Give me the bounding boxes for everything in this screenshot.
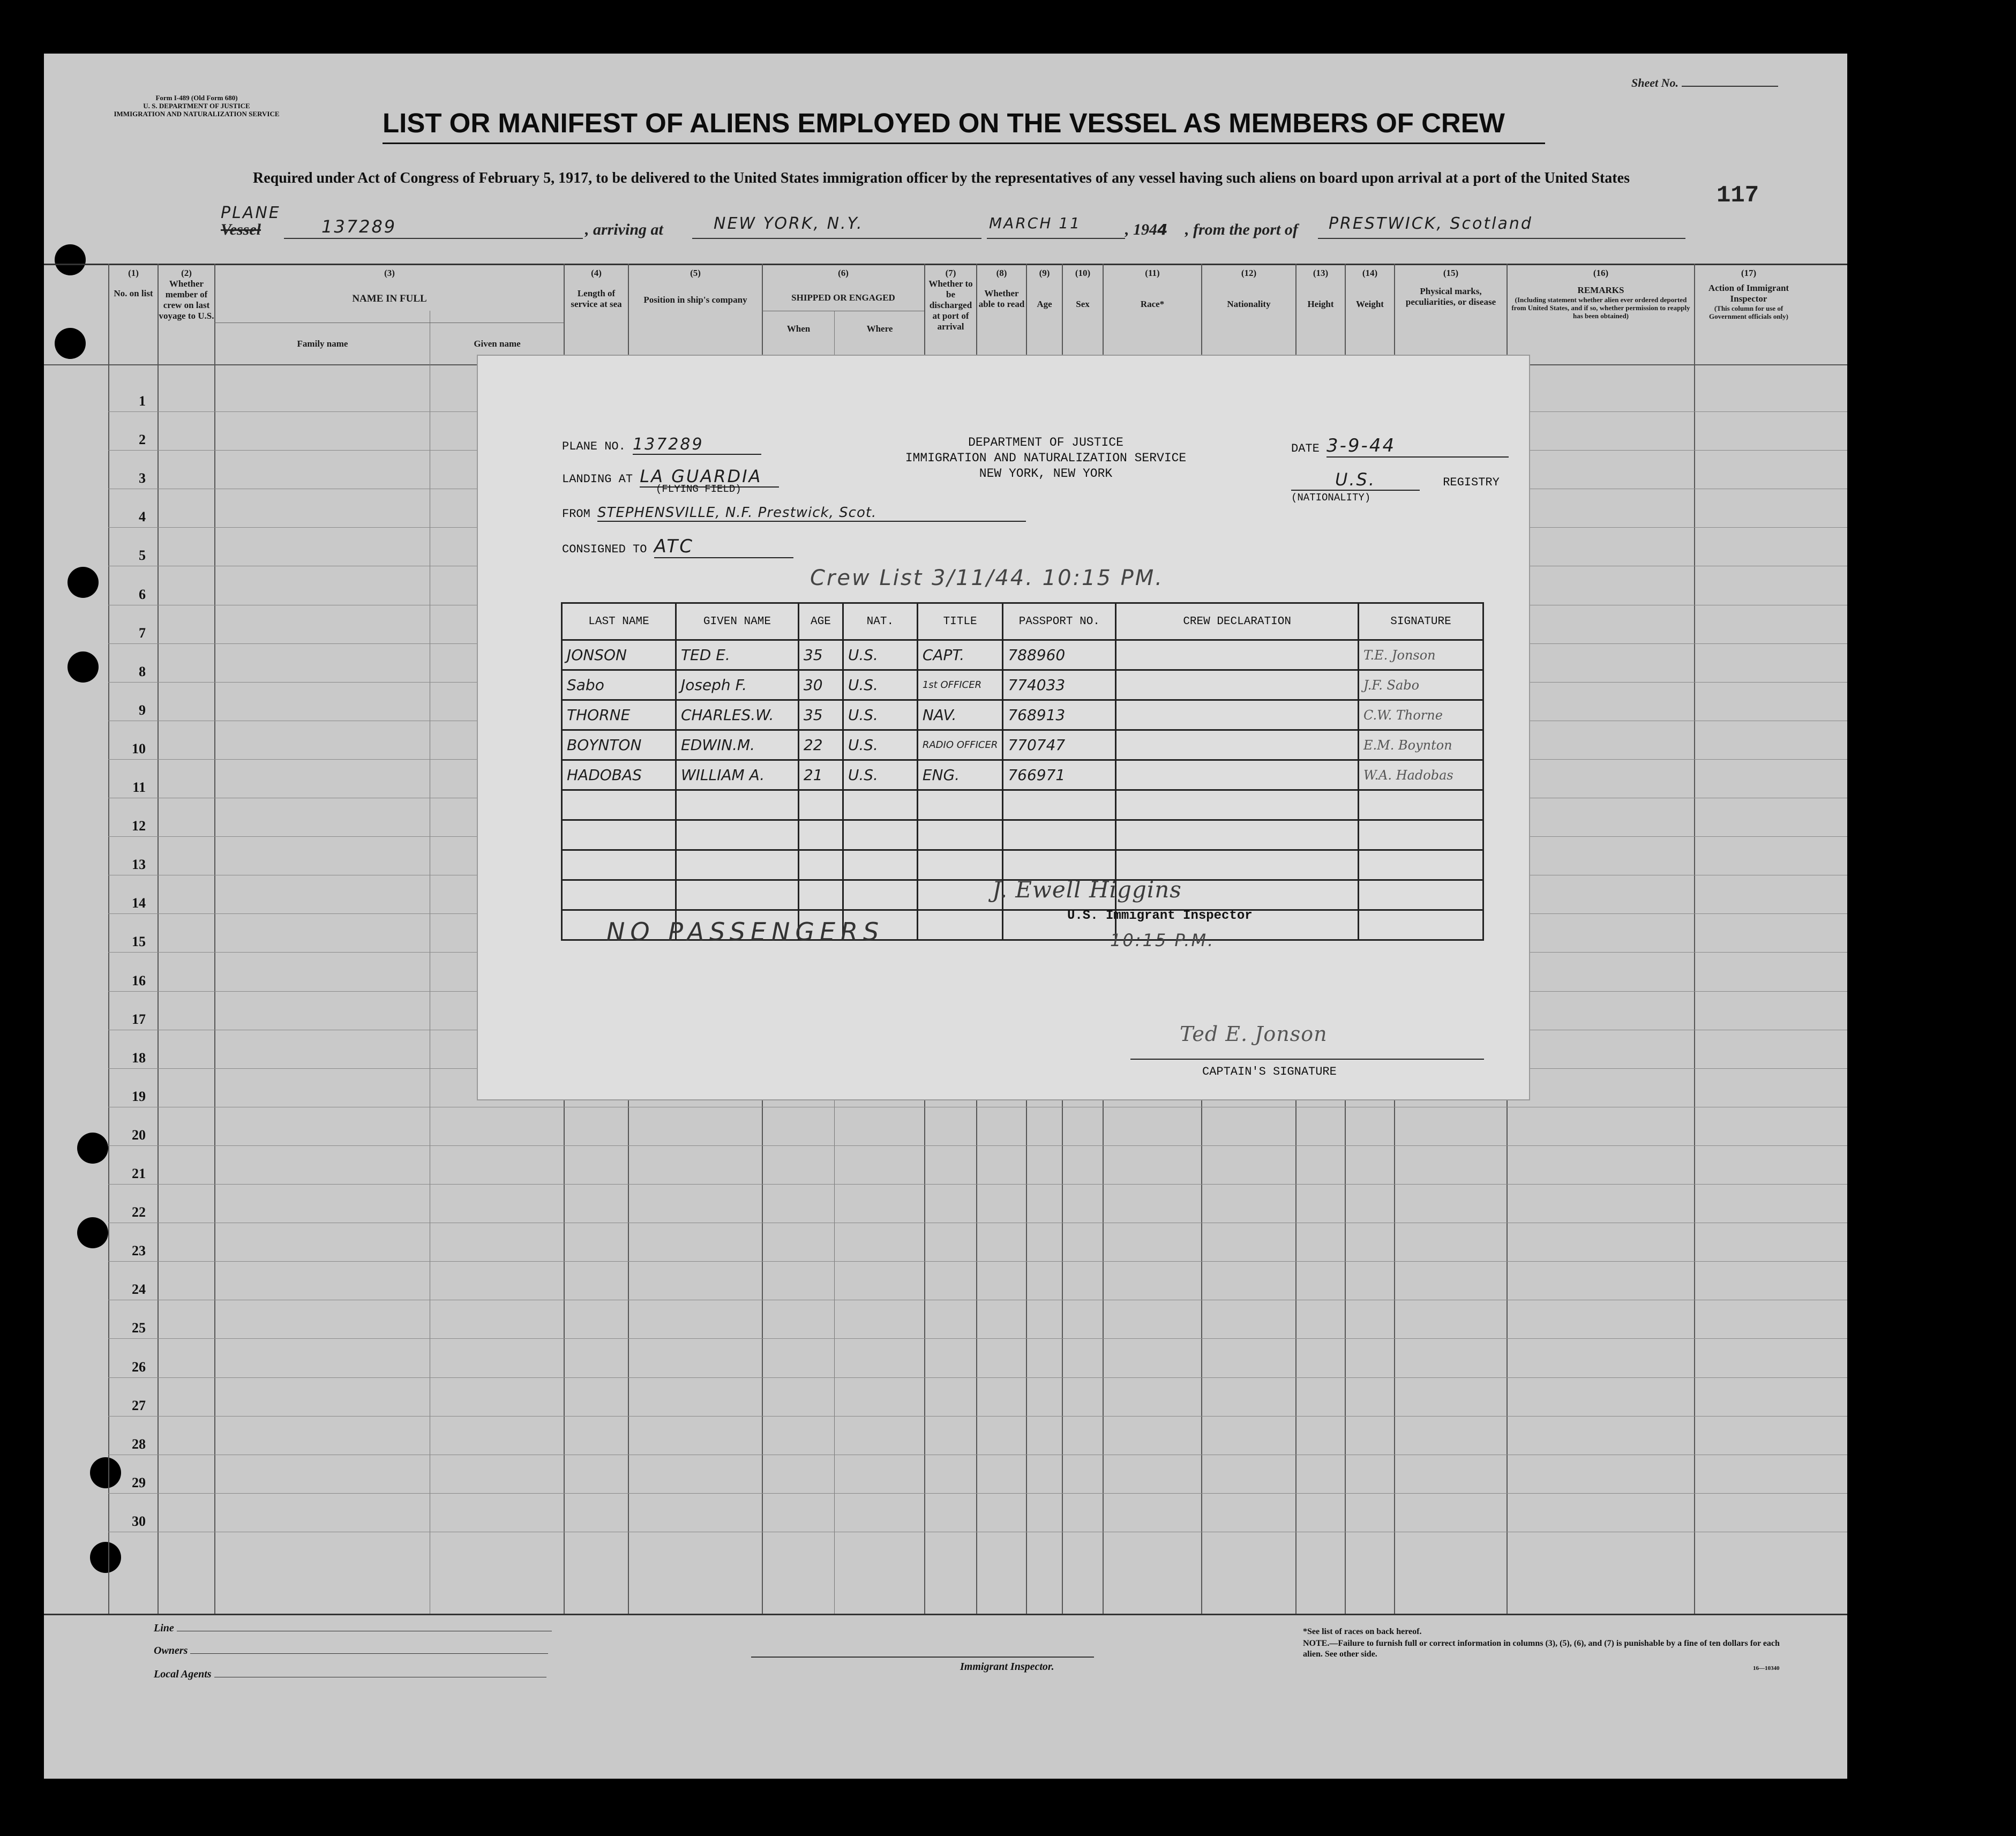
crew-cell-empty — [1116, 670, 1359, 700]
crew-cell-empty — [1003, 790, 1116, 820]
manifest-sheet — [44, 54, 1847, 1779]
crew-cell-empty — [676, 850, 798, 880]
row-number: 27 — [132, 1398, 146, 1413]
from-value: STEPHENSVILLE, N.F. Prestwick, Scot. — [597, 505, 1026, 522]
crew-title: 1st OFFICER — [917, 670, 1003, 700]
row-number: 28 — [132, 1436, 146, 1452]
row-number: 11 — [132, 780, 146, 795]
th-last-name: LAST NAME — [562, 603, 676, 640]
plane-no: 137289 — [633, 435, 761, 455]
col-header-2: (2) Whether member of crew on last voyage to U.S. — [159, 268, 214, 321]
crew-age: 22 — [798, 730, 843, 760]
footnote-races: *See list of races on back hereof. — [1303, 1627, 1422, 1636]
row-line — [108, 1416, 1847, 1417]
landing-value: LA GUARDIA — [640, 466, 779, 488]
row-number: 4 — [139, 509, 146, 524]
crew-cell-empty — [1359, 910, 1483, 940]
crew-age: 35 — [798, 640, 843, 670]
col-header-3-given: Given name — [474, 339, 521, 349]
inspector-signature: J. Ewell Higgins — [992, 876, 1182, 903]
crew-cell-empty — [1359, 820, 1483, 850]
row-number: 8 — [139, 664, 146, 679]
row-number: 14 — [132, 895, 146, 911]
col-header-12: (12) Nationality — [1227, 268, 1271, 309]
page-title: LIST OR MANIFEST OF ALIENS EMPLOYED ON THE VESSEL AS MEMBERS OF CREW — [383, 108, 1505, 138]
crew-cell-empty — [798, 880, 843, 910]
col-header-11: (11) Race* — [1140, 268, 1165, 309]
row-number: 17 — [132, 1011, 146, 1027]
col-divider — [108, 264, 109, 1614]
row-number: 24 — [132, 1282, 146, 1297]
row-number: 7 — [139, 625, 146, 641]
punch-hole — [55, 244, 86, 275]
row-number: 23 — [132, 1243, 146, 1258]
crew-row — [562, 790, 1483, 820]
form-department: U. S. DEPARTMENT OF JUSTICE — [143, 102, 250, 110]
row-number: 2 — [139, 432, 146, 447]
crew-age: 35 — [798, 700, 843, 730]
crew-cell-empty — [676, 880, 798, 910]
crew-cell-empty — [843, 820, 917, 850]
th-given-name: GIVEN NAME — [676, 603, 798, 640]
punch-hole — [68, 567, 99, 598]
col-header-6-when: When — [786, 324, 811, 334]
crew-cell-empty — [1359, 790, 1483, 820]
consigned-value: ATC — [654, 536, 793, 558]
crew-row — [562, 760, 1483, 790]
row-number: 5 — [139, 548, 146, 563]
crew-nat: U.S. — [843, 640, 917, 670]
arriving-label: , arriving at — [585, 221, 663, 238]
sheet-number-blank — [1682, 86, 1778, 87]
form-identifier — [92, 94, 301, 118]
crew-passport: 774033 — [1003, 670, 1116, 700]
row-number: 13 — [132, 857, 146, 872]
crew-title: ENG. — [917, 760, 1003, 790]
crew-signature: C.W. Thorne — [1359, 700, 1483, 730]
no-passengers-note: NO PASSENGERS — [606, 917, 885, 946]
footer-inspector-label: Immigrant Inspector. — [960, 1661, 1054, 1673]
crew-cell-empty — [1359, 880, 1483, 910]
row-line — [108, 1261, 1847, 1262]
col-header-3: (3) NAME IN FULL — [352, 268, 427, 304]
form-service: IMMIGRATION AND NATURALIZATION SERVICE — [114, 110, 280, 118]
crew-cell-empty — [1116, 850, 1359, 880]
crew-age: 21 — [798, 760, 843, 790]
date-label: DATE 3-9-44 — [1291, 435, 1509, 458]
crew-cell-empty — [1116, 820, 1359, 850]
row-number: 29 — [132, 1475, 146, 1490]
grid-top-border — [44, 264, 1847, 265]
crew-cell-empty — [562, 850, 676, 880]
crew-given: WILLIAM A. — [676, 760, 798, 790]
from-label: FROM STEPHENSVILLE, N.F. Prestwick, Scot. — [562, 505, 1026, 522]
row-number: 6 — [139, 587, 146, 602]
crew-given: Joseph F. — [676, 670, 798, 700]
footer-line-label: Line — [154, 1622, 552, 1635]
col-header-9: (9) Age — [1037, 268, 1052, 309]
col-header-1: (1) No. on list — [114, 268, 153, 298]
crew-row — [562, 640, 1483, 670]
crew-row — [562, 670, 1483, 700]
grid-bottom-border — [44, 1614, 1847, 1615]
nationality-value: U.S. — [1291, 469, 1420, 491]
crew-nat: U.S. — [843, 730, 917, 760]
row-number: 16 — [132, 973, 146, 988]
row-number: 30 — [132, 1513, 146, 1529]
crew-cell-empty — [798, 850, 843, 880]
punch-hole — [68, 651, 99, 683]
date-value: 3-9-44 — [1326, 435, 1509, 458]
row-line — [108, 1377, 1847, 1378]
crew-row — [562, 820, 1483, 850]
arriving-place-field — [692, 214, 981, 239]
crew-cell-empty — [562, 880, 676, 910]
crew-cell-empty — [843, 850, 917, 880]
crew-last: HADOBAS — [562, 760, 676, 790]
crew-last: JONSON — [562, 640, 676, 670]
crew-nat: U.S. — [843, 760, 917, 790]
print-code: 16—10340 — [1753, 1665, 1780, 1672]
punch-hole — [55, 328, 86, 359]
crew-cell-empty — [1003, 850, 1116, 880]
crew-given: CHARLES.W. — [676, 700, 798, 730]
row-number: 10 — [132, 741, 146, 756]
row-number: 1 — [139, 393, 146, 409]
crew-cell-empty — [917, 850, 1003, 880]
crew-row — [562, 850, 1483, 880]
crew-cell-empty — [917, 820, 1003, 850]
crew-cell-empty — [917, 910, 1003, 940]
punch-hole — [77, 1217, 108, 1248]
vessel-number-field — [284, 216, 583, 239]
col-header-4: (4) Length of service at sea — [571, 268, 622, 309]
crew-nat: U.S. — [843, 700, 917, 730]
crew-passport: 788960 — [1003, 640, 1116, 670]
owners-blank — [190, 1653, 548, 1654]
vessel-number: 137289 — [321, 216, 397, 237]
crew-cell-empty — [1003, 820, 1116, 850]
department-heading: DEPARTMENT OF JUSTICE IMMIGRATION AND NATURALIZATION SERVICE NEW YORK, NEW YORK — [905, 436, 1187, 481]
crew-cell-empty — [676, 790, 798, 820]
crew-last: BOYNTON — [562, 730, 676, 760]
arrival-date-field — [987, 214, 1125, 239]
crew-signature: W.A. Hadobas — [1359, 760, 1483, 790]
nationality-label: (NATIONALITY) — [1291, 492, 1371, 504]
crew-cell-empty — [1116, 640, 1359, 670]
row-number: 26 — [132, 1359, 146, 1375]
col-header-6: (6) SHIPPED OR ENGAGED — [791, 268, 895, 303]
crew-last: THORNE — [562, 700, 676, 730]
crew-signature: T.E. Jonson — [1359, 640, 1483, 670]
col-divider — [214, 264, 215, 1614]
vessel-label: Vessel — [221, 221, 261, 238]
crew-list-card — [477, 355, 1530, 1100]
crew-cell-empty — [1116, 700, 1359, 730]
from-port-field — [1318, 214, 1685, 239]
crew-cell-empty — [843, 790, 917, 820]
row-line — [108, 1493, 1847, 1494]
crew-last: Sabo — [562, 670, 676, 700]
crew-passport: 766971 — [1003, 760, 1116, 790]
registry-label: REGISTRY — [1443, 476, 1500, 489]
crew-cell-empty — [1116, 730, 1359, 760]
row-number: 12 — [132, 818, 146, 834]
crew-given: EDWIN.M. — [676, 730, 798, 760]
col-divider — [1694, 264, 1695, 1614]
col-header-14: (14) Weight — [1356, 268, 1384, 309]
col-header-6-where: Where — [866, 324, 893, 334]
sheet-number-label: Sheet No. — [1631, 76, 1778, 90]
arrival-date: MARCH 11 — [989, 214, 1081, 232]
crew-title: CAPT. — [917, 640, 1003, 670]
crew-cell-empty — [562, 820, 676, 850]
crew-title: RADIO OFFICER — [917, 730, 1003, 760]
col-header-7: (7) Whether to be discharged at port of arrival — [928, 268, 973, 332]
th-signature: SIGNATURE — [1359, 603, 1483, 640]
col-header-17: (17) Action of Immigrant Inspector (This column for use of Government officials only) — [1708, 268, 1789, 320]
arriving-place: NEW YORK, N.Y. — [714, 214, 864, 233]
crew-cell-empty — [1116, 760, 1359, 790]
col-header-15: (15) Physical marks, peculiarities, or disease — [1405, 268, 1496, 307]
punch-hole — [90, 1542, 121, 1573]
row-line — [108, 1338, 1847, 1339]
th-nat: NAT. — [843, 603, 917, 640]
from-port-label: , from the port of — [1185, 221, 1298, 238]
form-number: Form I-489 (Old Form 680) — [155, 94, 238, 102]
col-header-5: (5) Position in ship's company — [643, 268, 747, 305]
row-number: 3 — [139, 470, 146, 486]
row-number: 15 — [132, 934, 146, 949]
th-crew-declaration: CREW DECLARATION — [1116, 603, 1359, 640]
crew-cell-empty — [676, 820, 798, 850]
row-line — [108, 1145, 1847, 1146]
crew-cell-empty — [798, 820, 843, 850]
from-port: PRESTWICK, Scotland — [1329, 214, 1533, 233]
col-header-16: (16) REMARKS (Including statement whether alien ever ordered deported from United States, and if so, whether permission to reapply has been obtained) — [1511, 268, 1690, 320]
crew-signature: E.M. Boynton — [1359, 730, 1483, 760]
title-underline — [383, 143, 1545, 144]
crew-cell-empty — [917, 790, 1003, 820]
punch-hole — [77, 1133, 108, 1164]
th-passport: PASSPORT NO. — [1003, 603, 1116, 640]
crew-passport: 770747 — [1003, 730, 1116, 760]
row-number: 19 — [132, 1089, 146, 1104]
crew-passport: 768913 — [1003, 700, 1116, 730]
crew-title: NAV. — [917, 700, 1003, 730]
col-header-13: (13) Height — [1307, 268, 1334, 309]
footer-agents-label: Local Agents — [154, 1668, 546, 1681]
captain-signature: Ted E. Jonson — [1180, 1022, 1328, 1046]
crew-cell-empty — [1359, 850, 1483, 880]
consigned-label: CONSIGNED TO ATC — [562, 536, 793, 558]
th-age: AGE — [798, 603, 843, 640]
col-header-3-family: Family name — [297, 339, 348, 349]
row-number: 18 — [132, 1050, 146, 1066]
footer-owners-label: Owners — [154, 1645, 548, 1657]
row-line — [108, 1184, 1847, 1185]
col-header-8: (8) Whether able to read — [978, 268, 1025, 309]
crew-age: 30 — [798, 670, 843, 700]
row-number: 9 — [139, 702, 146, 718]
crew-cell-empty — [1116, 790, 1359, 820]
crew-cell-empty — [798, 790, 843, 820]
row-number: 22 — [132, 1204, 146, 1220]
crew-table-header — [562, 603, 1483, 640]
nationality-field — [1291, 469, 1500, 491]
crew-nat: U.S. — [843, 670, 917, 700]
crew-signature: J.F. Sabo — [1359, 670, 1483, 700]
row-number: 20 — [132, 1127, 146, 1143]
col-header-10: (10) Sex — [1075, 268, 1091, 309]
th-title: TITLE — [917, 603, 1003, 640]
col-divider — [158, 264, 159, 1614]
page-subtitle: Required under Act of Congress of February 5, 1917, to be delivered to the United States immigration officer by the representatives of any vessel having such aliens on board upon arrival at a port of the United States — [253, 170, 1630, 186]
captain-signature-line — [1130, 1059, 1484, 1060]
captain-label: CAPTAIN'S SIGNATURE — [1202, 1065, 1337, 1078]
crew-cell-empty — [917, 880, 1003, 910]
footnote-note: NOTE.—Failure to furnish full or correct information in columns (3), (5), (6), and (7) is punishable by a fine of ten dollars for each alien. See other side. — [1303, 1639, 1780, 1659]
crew-list-note: Crew List 3/11/44. 10:15 PM. — [810, 566, 1164, 590]
year-label: , 1944 — [1125, 221, 1170, 238]
crew-row — [562, 730, 1483, 760]
vessel-type-handwritten: PLANE — [221, 204, 281, 222]
crew-row — [562, 700, 1483, 730]
crew-cell-empty — [843, 880, 917, 910]
inspector-title: U.S. Immigrant Inspector — [1067, 909, 1253, 923]
page-number: 117 — [1717, 182, 1759, 209]
crew-cell-empty — [562, 790, 676, 820]
row-number: 25 — [132, 1320, 146, 1336]
inspector-time: 10:15 P.M. — [1110, 930, 1215, 950]
plane-no-label: PLANE NO. 137289 — [562, 435, 761, 455]
flying-field-label: (FLYING FIELD) — [656, 483, 741, 495]
landing-label: LANDING AT LA GUARDIA — [562, 466, 779, 488]
row-number: 21 — [132, 1166, 146, 1181]
crew-given: TED E. — [676, 640, 798, 670]
inspector-signature-line — [751, 1657, 1094, 1658]
